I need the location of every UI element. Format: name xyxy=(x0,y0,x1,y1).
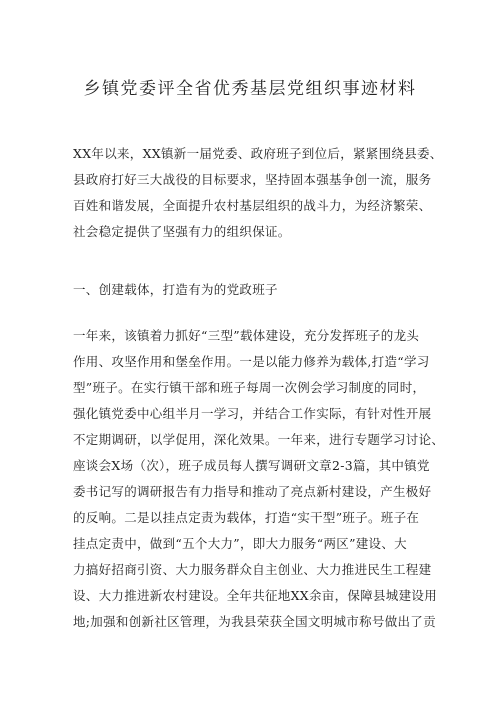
intro-paragraph xyxy=(73,141,443,245)
body-line: 地;加强和创新社区管理，为我县荣获全国文明城市称号做出了贡 xyxy=(73,614,436,629)
body-line: 型”班子。在实行镇干部和班子每周一次例会学习制度的同时， xyxy=(73,380,426,395)
intro-line: 县政府打好三大战役的目标要求，坚持固本强基争创一流，服务 xyxy=(73,172,432,187)
intro-line: XX年以来，XX镇新一届党委、政府班子到位后，紧紧围绕县委、 xyxy=(73,146,443,161)
section-heading: 一、创建载体，打造有为的党政班子 xyxy=(73,282,278,297)
intro-line: 社会稳定提供了坚强有力的组织保证。 xyxy=(73,224,291,239)
body-line: 作用、攻坚作用和堡垒作用。一是以能力修养为载体,打造“学习 xyxy=(73,354,430,369)
body-line: 强化镇党委中心组半月一学习，并结合工作实际，有针对性开展 xyxy=(73,406,432,421)
body-line: 设、大力推进新农村建设。全年共征地XX余亩，保障县城建设用 xyxy=(73,588,437,603)
document-title: 乡镇党委评全省优秀基层党组织事迹材料 xyxy=(83,79,417,99)
body-line: 挂点定责中，做到“五个大力”，即大力服务“两区”建设、大 xyxy=(73,536,407,551)
body-paragraph xyxy=(73,323,445,635)
body-line: 座谈会X场（次），班子成员每人撰写调研文章2-3篇，其中镇党 xyxy=(73,458,430,473)
body-line: 不定期调研，以学促用，深化效果。一年来，进行专题学习讨论、 xyxy=(73,432,445,447)
body-line: 力搞好招商引资、大力服务群众自主创业、大力推进民生工程建 xyxy=(73,562,432,577)
body-line: 委书记写的调研报告有力指导和推动了亮点新村建设，产生极好 xyxy=(73,484,432,499)
body-line: 的反响。二是以挂点定责为载体，打造“实干型”班子。班子在 xyxy=(73,510,420,525)
body-line: 一年来，该镇着力抓好“三型”载体建设，充分发挥班子的龙头 xyxy=(73,328,420,343)
intro-line: 百姓和谐发展，全面提升农村基层组织的战斗力，为经济繁荣、 xyxy=(73,198,432,213)
